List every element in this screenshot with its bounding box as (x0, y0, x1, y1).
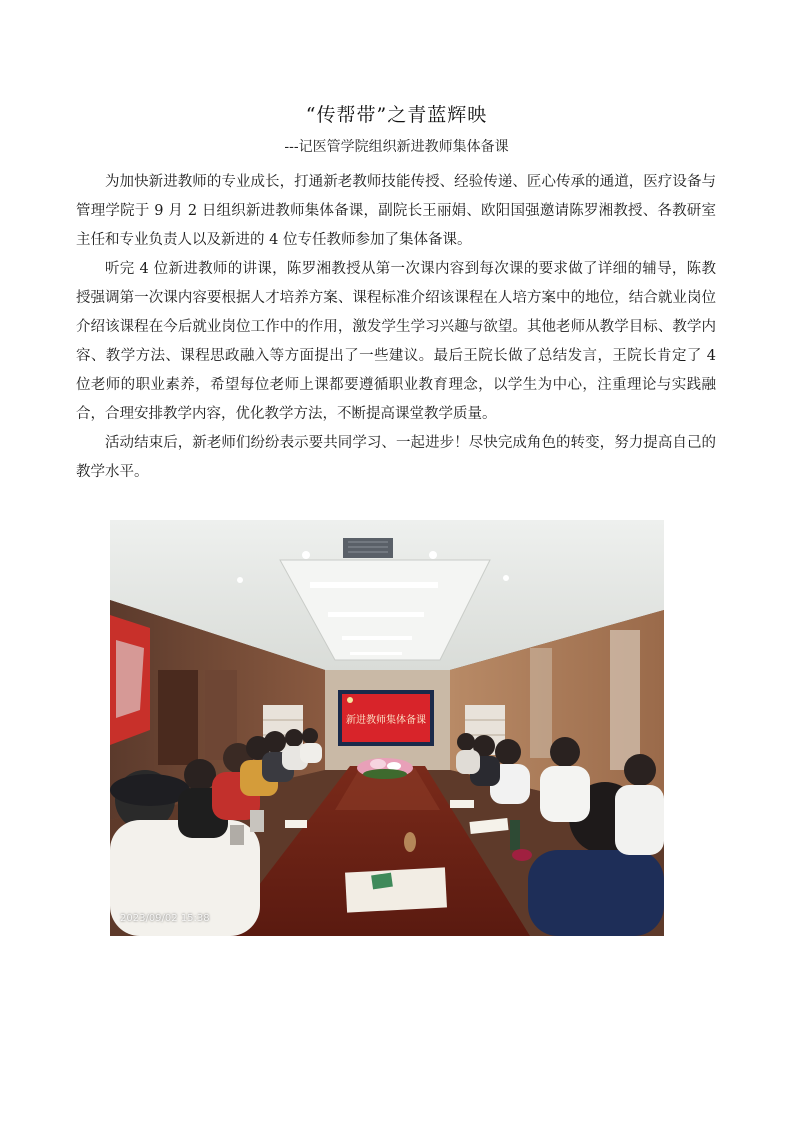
photo-timestamp: 2023/09/02 15:38 (120, 913, 210, 924)
paragraph-1: 为加快新进教师的专业成长，打通新老教师技能传授、经验传递、匠心传承的通道，医疗设备与管理学院于 9 月 2 日组织新进教师集体备课，副院长王丽娟、欧阳国强邀请陈罗湘教授、各教研室主任和专业负责人以及新进的 4 位专任教师参加了集体备课。 (76, 174, 716, 248)
article-body (76, 168, 716, 487)
paragraph-3: 活动结束后，新老师们纷纷表示要共同学习、一起进步！尽快完成角色的转变，努力提高自己的教学水平。 (76, 435, 716, 480)
article-title: “传帮带”之青蓝辉映 (305, 104, 488, 126)
meeting-photo (110, 520, 664, 936)
meeting-room-illustration (110, 520, 664, 936)
paragraph-2: 听完 4 位新进教师的讲课，陈罗湘教授从第一次课内容到每次课的要求做了详细的辅导，陈教授强调第一次课内容要根据人才培养方案、课程标准介绍该课程在人培方案中的地位，结合就业岗位介绍该课程在今后就业岗位工作中的作用，激发学生学习兴趣与欲望。其他老师从教学目标、教学内容、教学方法、课程思政融入等方面提出了一些建议。最后王院长做了总结发言，王院长肯定了 4 位老师的职业素养，希望每位老师上课都要遵循职业教育理念，以学生为中心，注重理论与实践融合，合理安排教学内容，优化教学方法，不断提高课堂教学质量。 (76, 261, 716, 422)
screen-title: 新进教师集体备课 (346, 715, 426, 726)
article-subtitle: ---记医管学院组织新进教师集体备课 (284, 139, 509, 155)
